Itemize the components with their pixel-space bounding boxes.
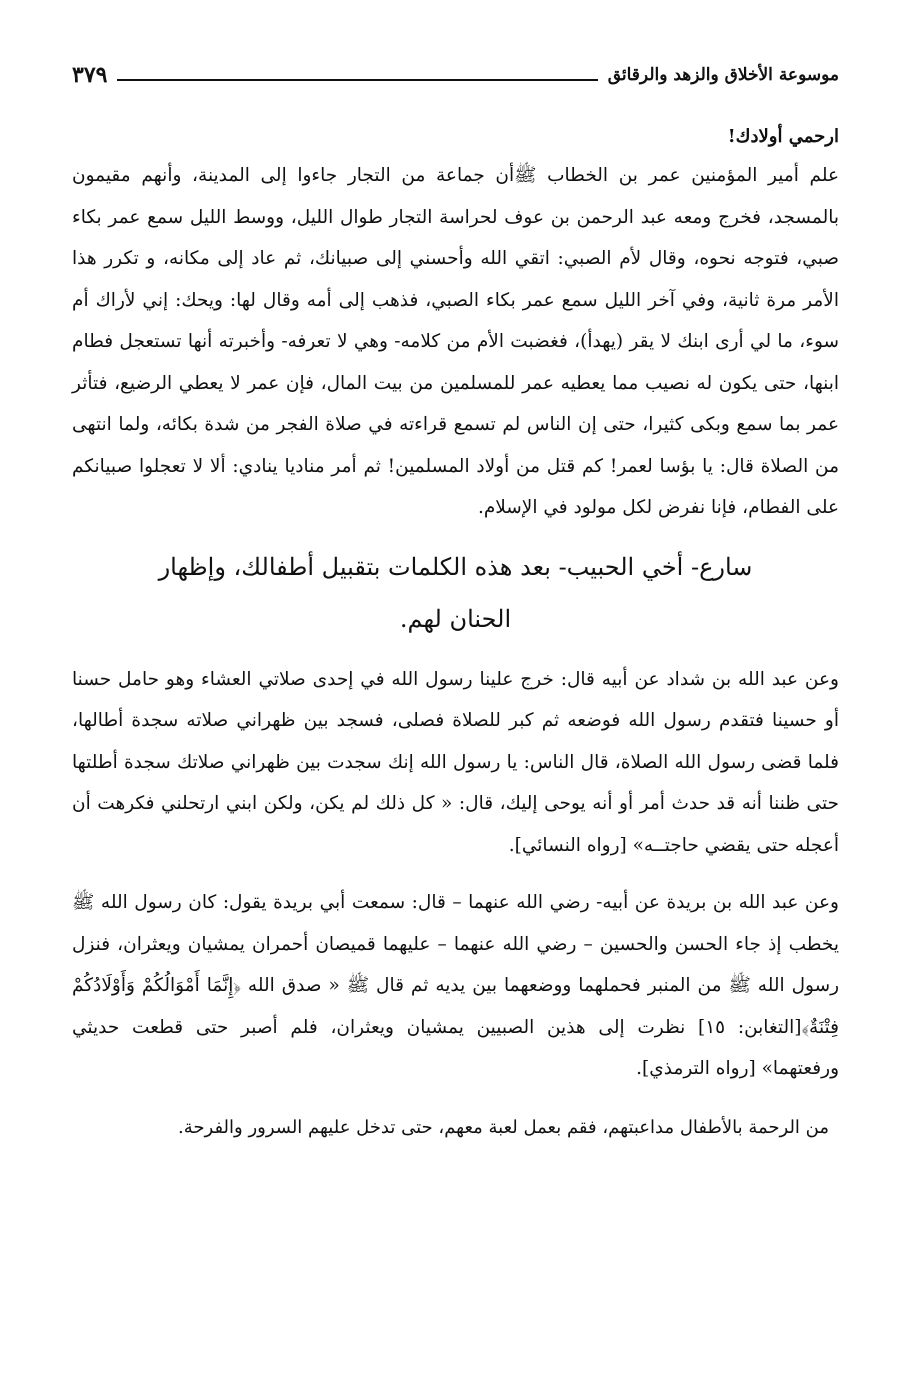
- header-rule: [117, 79, 597, 81]
- callout-exhortation: سارع- أخي الحبيب- بعد هذه الكلمات بتقبيل أطفالك، وإظهار الحنان لهم.: [158, 552, 753, 633]
- closing-note: من الرحمة بالأطفال مداعبتهم، فقم بعمل لعبة معهم، حتى تدخل عليهم السرور والفرحة.: [178, 1116, 829, 1138]
- paragraph-omar-story: علم أمير المؤمنين عمر بن الخطاب ﷺأن جماعة من التجار جاءوا إلى المدينة، وأنهم مقيمون بالمسجد، فخرج ومعه عبد الرحمن بن عوف لحراسة التجار طوال الليل، ووسط الليل سمع عمر بكاء صبي، فتوجه نحوه، وقال لأم الصبي: اتقي الله وأحسني إلى صبيانك، ثم عاد إلى مكانه، و تكرر هذا الأمر مرة ثانية، وفي آخر الليل سمع عمر بكاء الصبي، فذهب إلى أمه وقال لها: ويحك: إني لأراك أم سوء، ما لي أرى ابنك لا يقر (يهدأ)، فغضبت الأم من كلامه- وهي لا تعرفه- وأخبرته أنها تستعجل فطام ابنها، حتى يكون له نصيب مما يعطيه عمر للمسلمين من بيت المال، فإن عمر لا يعطي الرضيع، فتأثر عمر بما سمع وبكى كثيرا، حتى إن الناس لم تسمع قراءته في صلاة الفجر من شدة بكائه، ولما انتهى من الصلاة قال: يا بؤسا لعمر! كم قتل من أولاد المسلمين! ثم أمر مناديا ينادي: ألا لا تعجلوا صبيانكم على الفطام، فإنا نفرض لكل مولود في الإسلام.: [72, 165, 839, 518]
- paragraph-shaddad-hadith: وعن عبد الله بن شداد عن أبيه قال: خرج علينا رسول الله في إحدى صلاتي العشاء وهو حامل حسنا أو حسينا فتقدم رسول الله فوضعه ثم كبر للصلاة فصلى، فسجد بين ظهراني صلاته سجدة أطالها، فلما قضى رسول الله الصلاة، قال الناس: يا رسول الله إنك سجدت بين ظهراني صلاتك سجدة أطلتها حتى ظننا أنه قد حدث أمر أو أنه يوحى إليك، قال: « كل ذلك لم يكن، ولكن ابني ارتحلني فكرهت أن أعجله حتى يقضي حاجتــه» [رواه النسائي].: [72, 668, 839, 856]
- running-title: موسوعة الأخلاق والزهد والرقائق: [607, 65, 839, 85]
- paragraph-buraida-hadith: وعن عبد الله بن بريدة عن أبيه- رضي الله عنهما – قال: سمعت أبي بريدة يقول: كان رسول الله ﷺ يخطب إذ جاء الحسن والحسين – رضي الله عنهما – عليهما قميصان أحمران يمشيان ويعثران، فنزل رسول الله ﷺ من المنبر فحملهما ووضعهما بين يديه ثم قال ﷺ « صدق الله ﴿إِنَّمَا أَمْوَالُكُمْ وَأَوْلَادُكُمْ فِتْنَةٌ﴾[التغابن: ١٥] نظرت إلى هذين الصبيين يمشيان ويعثران، فلم أصبر حتى قطعت حديثي ورفعتهما» [رواه الترمذي].: [72, 892, 839, 1079]
- section-heading: ارحمي أولادك!: [727, 126, 839, 147]
- page-number: ٣٧٩: [72, 62, 108, 88]
- page-header: [72, 58, 839, 92]
- paragraph-gap: [72, 866, 839, 882]
